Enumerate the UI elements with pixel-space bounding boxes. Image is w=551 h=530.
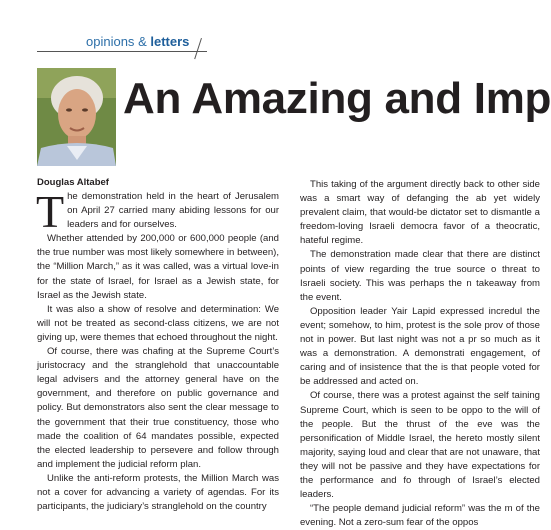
author-portrait-image [37,68,116,166]
body-paragraph: It was also a show of resolve and determination: We will not be treated as second-class citizens, we are not giving up, were themes that echoed throughout the night. [37,303,279,343]
article-left-column [36,186,279,514]
drop-cap: T [36,186,65,237]
section-ampersand: & [138,34,147,49]
article-headline: An Amazing and Imp [123,74,551,123]
author-byline: Douglas Altabef [37,177,109,188]
body-paragraph: Of course, there was a protest against the self taining Supreme Court, which is seen to be oppo to the will of the people. But the thrust of the eve was the personification of Middle Israel, the hereto mostly silent majority, saying loud and clear that are not unaware, that they will not be passive and they have expectations for the performance and fo through of Israel’s elected leaders. [300,390,540,501]
section-label [86,34,189,49]
lead-text: he demonstration held in the heart of Jerusalem on April 27 carried many abiding lessons for our leaders and for ourselves. [67,191,279,231]
body-paragraph: Unlike the anti-reform protests, the Million March was not a cover for advancing a variety of agendas. For its participants, the judiciary’s stranglehold on the country [37,472,279,513]
body-paragraph: The demonstration made clear that there are distinct points of view regarding the true source o threat to Israeli society. This was perhaps the n takeaway from the event. [300,249,540,303]
author-photo [37,68,116,166]
section-letters: letters [150,34,190,49]
body-paragraph: This taking of the argument directly back to other side was a smart way of defanging the ab yet widely prevalent claim, that would-be dictator set to dismantle a freedom-loving Israeli democra favor of a theocratic, hateful regime. [300,179,540,247]
header-rule [37,51,207,52]
article-right-column [300,178,540,530]
section-opinions: opinions [86,34,135,49]
body-paragraph: “The people demand judicial reform” was the m of the evening. Not a zero-sum fear of the oppos [300,503,540,529]
header-slash [194,38,202,59]
body-paragraph: Opposition leader Yair Lapid expressed incredul the event; somehow, to him, protest is the sole prov of those not in power. But last night was not a pr so much as it was a demonstration. A demonstrati engagement, of caring and of insistence that the is that people voted for be addressed and acted on. [300,305,540,388]
lead-paragraph [36,186,279,237]
body-paragraph: Whether attended by 200,000 or 600,000 people (and the true number was most likely somewhere in between), the “Million March,” as it was called, was a virtual love-in for the state of Israel, for Israel as a Jewish state, for Israel as the Jewish state. [37,233,279,301]
body-paragraph: Of course, there was chafing at the Supreme Court’s juristocracy and the stranglehold that unaccountable legal advisers and the attorney general have on the government, and therefore on public governance and policy. But demonstrators also sent the clear message to the government that their true constituency, those who made the coalition of 64 mandates possible, expected the elected leadership to persevere and follow through and implement the judicial reform plan. [37,346,279,470]
